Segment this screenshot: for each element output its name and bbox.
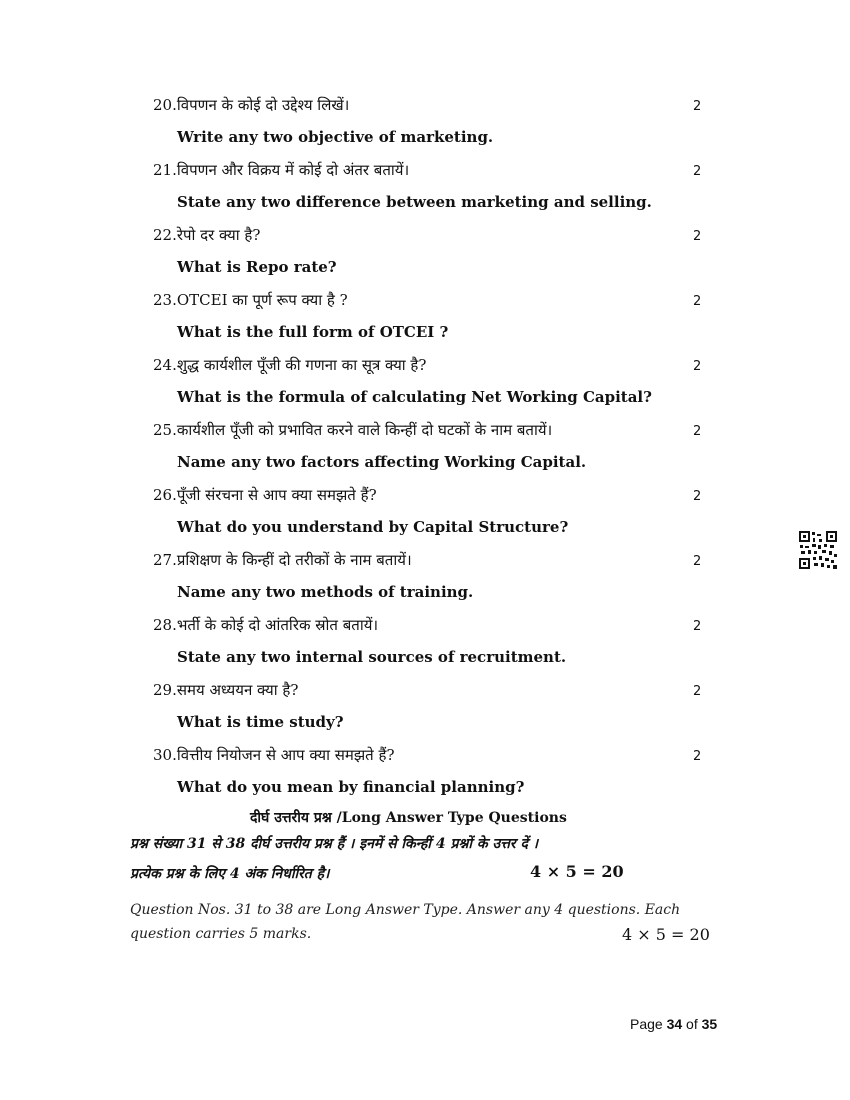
question-english: What do you mean by financial planning? <box>177 778 525 796</box>
question-marks: 2 <box>693 359 702 374</box>
section-title: दीर्घ उत्तरीय प्रश्न /Long Answer Type Questions <box>250 810 567 826</box>
question-number: 20. <box>153 96 177 114</box>
question-marks: 2 <box>693 99 702 114</box>
question-hindi <box>153 290 348 310</box>
question-hindi <box>153 745 395 765</box>
instruction-hindi-line2: प्रत्येक प्रश्न के लिए 4 अंक निर्धारित है। <box>130 866 330 882</box>
page-prefix: Page <box>630 1016 667 1032</box>
question-number: 30. <box>153 746 177 764</box>
question-marks: 2 <box>693 554 702 569</box>
question-number: 26. <box>153 486 177 504</box>
question-hindi <box>153 550 412 570</box>
question-number: 24. <box>153 356 177 374</box>
question-hindi-text: भर्ती के कोई दो आंतरिक स्रोत बतायें। <box>176 616 379 634</box>
question-hindi <box>153 95 349 115</box>
page-current: 34 <box>666 1016 683 1032</box>
question-hindi-text: विपणन के कोई दो उद्देश्य लिखें। <box>176 96 350 114</box>
question-number: 22. <box>153 226 177 244</box>
question-number: 21. <box>153 161 177 179</box>
instruction-english-line2: question carries 5 marks. <box>130 926 312 942</box>
question-english: Write any two objective of marketing. <box>177 128 494 146</box>
question-hindi-text: समय अध्ययन क्या है? <box>176 681 299 699</box>
question-hindi <box>153 420 552 440</box>
question-marks: 2 <box>693 489 702 504</box>
question-hindi-text: शुद्ध कार्यशील पूँजी की गणना का सूत्र क्या है? <box>176 356 427 374</box>
marks-formula-english: 4 × 5 = 20 <box>622 925 710 944</box>
question-hindi <box>153 355 426 375</box>
question-english: State any two internal sources of recruitment. <box>177 648 567 666</box>
question-english: What is the full form of OTCEI ? <box>177 323 449 341</box>
question-hindi-text: प्रशिक्षण के किन्हीं दो तरीकों के नाम बतायें। <box>176 551 412 569</box>
question-hindi-text: कार्यशील पूँजी को प्रभावित करने वाले किन्हीं दो घटकों के नाम बतायें। <box>176 421 553 439</box>
question-english: What do you understand by Capital Structure? <box>177 518 569 536</box>
question-english: Name any two factors affecting Working Capital. <box>177 453 587 471</box>
question-hindi-text: वित्तीय नियोजन से आप क्या समझते हैं? <box>176 746 395 764</box>
question-marks: 2 <box>693 294 702 309</box>
question-marks: 2 <box>693 749 702 764</box>
question-number: 29. <box>153 681 177 699</box>
question-english: What is the formula of calculating Net Working Capital? <box>177 388 652 406</box>
question-hindi-text: OTCEI का पूर्ण रूप क्या है ? <box>176 291 348 309</box>
question-hindi-text: पूँजी संरचना से आप क्या समझते हैं? <box>176 486 377 504</box>
question-marks: 2 <box>693 424 702 439</box>
question-hindi-text: विपणन और विक्रय में कोई दो अंतर बतायें। <box>176 161 410 179</box>
question-english: State any two difference between marketing and selling. <box>177 193 652 211</box>
page-sep: of <box>682 1016 702 1032</box>
question-marks: 2 <box>693 229 702 244</box>
question-hindi-text: रेपो दर क्या है? <box>176 226 261 244</box>
question-number: 28. <box>153 616 177 634</box>
question-number: 23. <box>153 291 177 309</box>
question-marks: 2 <box>693 619 702 634</box>
question-hindi <box>153 485 377 505</box>
question-english: What is Repo rate? <box>177 258 337 276</box>
question-number: 25. <box>153 421 177 439</box>
question-hindi <box>153 680 298 700</box>
question-english: Name any two methods of training. <box>177 583 474 601</box>
page-number <box>630 1016 717 1032</box>
marks-formula-hindi: 4 × 5 = 20 <box>530 862 624 881</box>
qr-code-icon <box>798 530 838 570</box>
question-number: 27. <box>153 551 177 569</box>
question-hindi <box>153 160 409 180</box>
question-marks: 2 <box>693 164 702 179</box>
question-hindi <box>153 225 260 245</box>
question-marks: 2 <box>693 684 702 699</box>
question-hindi <box>153 615 378 635</box>
instruction-hindi-line1: प्रश्न संख्या 31 से 38 दीर्घ उत्तरीय प्रश्न हैं । इनमें से किन्हीं 4 प्रश्नों के उत्तर दें । <box>130 836 539 852</box>
instruction-english-line1: Question Nos. 31 to 38 are Long Answer Type. Answer any 4 questions. Each <box>130 902 681 918</box>
question-english: What is time study? <box>177 713 344 731</box>
page-total: 35 <box>701 1016 718 1032</box>
